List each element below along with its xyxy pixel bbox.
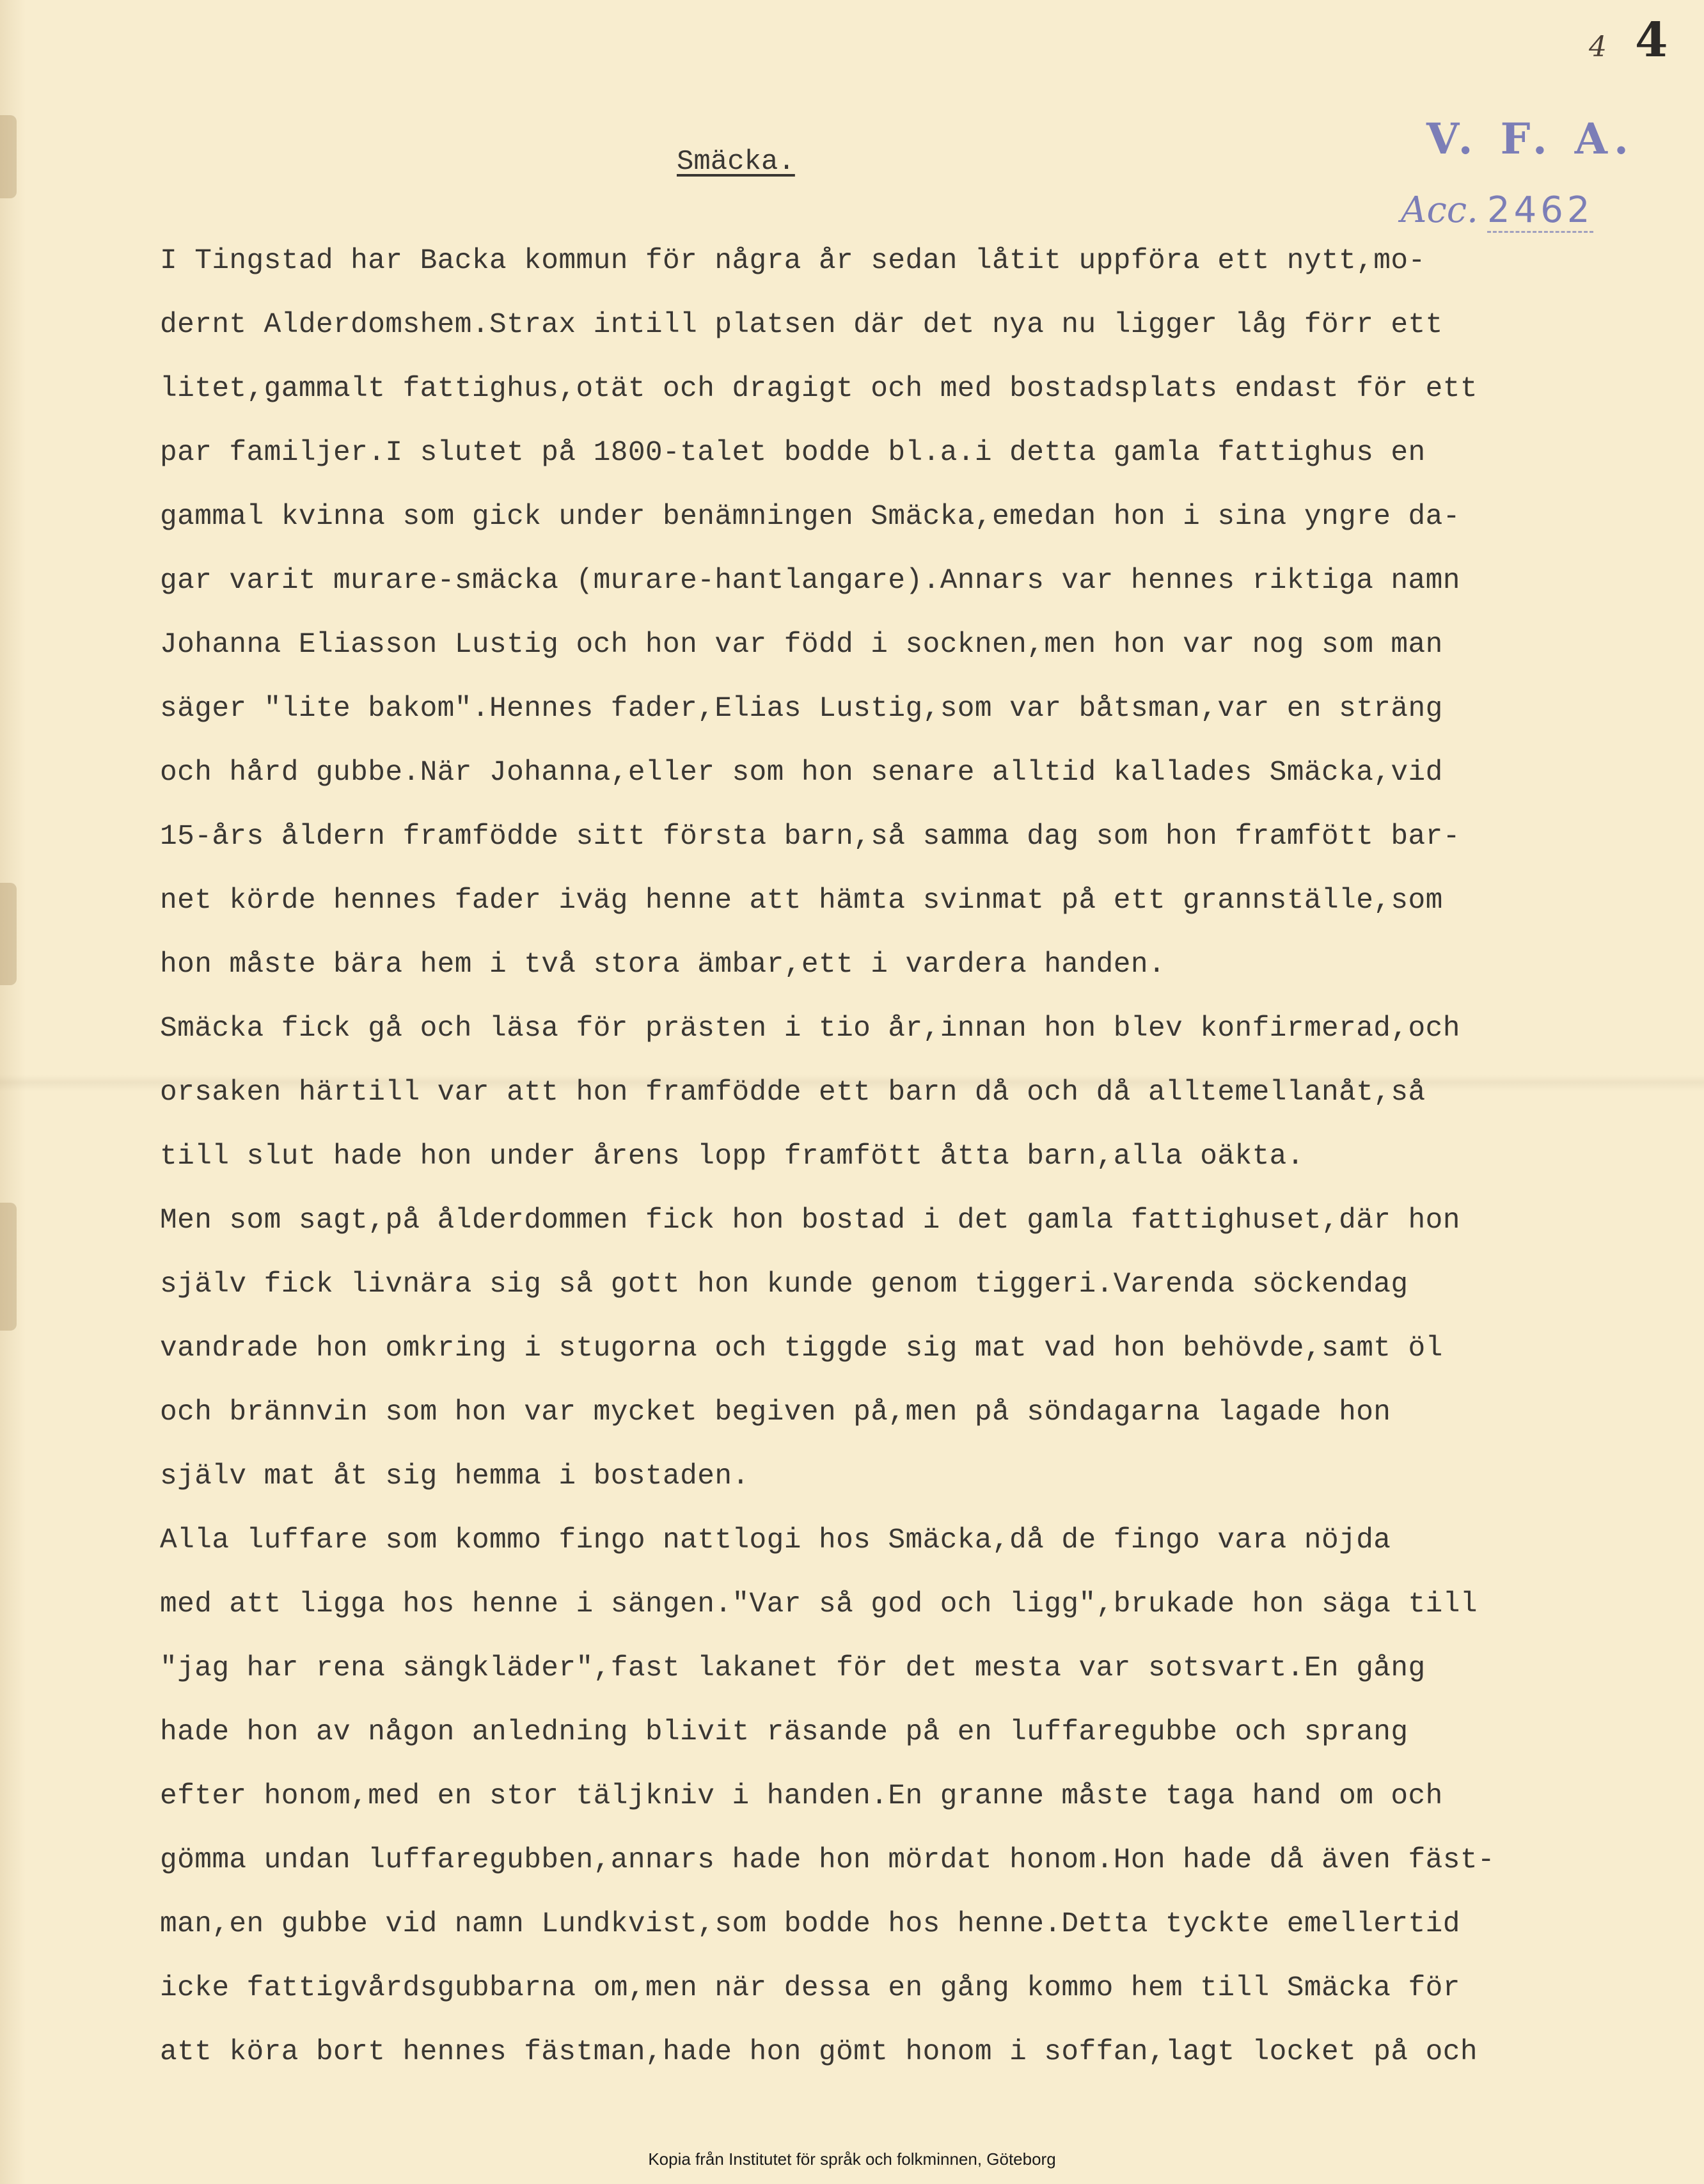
page-number: 4 [1635,13,1668,68]
text-line: själv fick livnära sig så gott hon kunde genom tiggeri.Varenda söckendag [160,1269,1408,1301]
text-line: vandrade hon omkring i stugorna och tiggde sig mat vad hon behövde,samt öl [160,1333,1443,1365]
edge-stain-lower [0,1203,17,1331]
text-line: och hård gubbe.När Johanna,eller som hon senare alltid kallades Smäcka,vid [160,757,1443,789]
text-line: gömma undan luffaregubben,annars hade hon mördat honom.Hon hade då även fäst- [160,1844,1495,1876]
text-line: I Tingstad har Backa kommun för några år sedan låtit uppföra ett nytt,mo- [160,245,1426,277]
text-line: net körde hennes fader iväg henne att hämta svinmat på ett grannställe,som [160,885,1443,917]
text-line: hon måste bära hem i två stora ämbar,ett i vardera handen. [160,949,1166,981]
text-line: man,en gubbe vid namn Lundkvist,som bodde hos henne.Detta tyckte emellertid [160,1908,1460,1940]
text-line: dernt Alderdomshem.Strax intill platsen där det nya nu ligger låg förr ett [160,309,1443,341]
text-line: hade hon av någon anledning blivit räsande på en luffaregubbe och sprang [160,1716,1408,1748]
text-line: att köra bort hennes fästman,hade hon gömt honom i soffan,lagt locket på och [160,2036,1478,2068]
archive-stamp-initials: V. F. A. [1426,114,1635,164]
handwritten-page-number: 4 [1589,31,1607,63]
text-line: gammal kvinna som gick under benämningen Smäcka,emedan hon i sina yngre da- [160,501,1460,533]
text-line: säger "lite bakom".Hennes fader,Elias Lustig,som var båtsman,var en sträng [160,693,1443,725]
typed-text-body [160,242,1625,2097]
text-line: Men som sagt,på ålderdommen fick hon bostad i det gamla fattighuset,där hon [160,1205,1460,1237]
text-line: icke fattigvårdsgubbarna om,men när dessa en gång kommo hem till Smäcka för [160,1972,1460,2004]
edge-stain-middle [0,883,17,985]
archive-footer-note: Kopia från Institutet för språk och folkminnen, Göteborg [648,2149,1056,2169]
document-title: Smäcka. [677,146,795,178]
text-line: orsaken härtill var att hon framfödde ett barn då och då alltemellanåt,så [160,1077,1426,1109]
text-line: och brännvin som hon var mycket begiven på,men på söndagarna lagade hon [160,1397,1391,1428]
accession-prefix: Acc. [1401,189,1478,231]
text-line: själv mat åt sig hemma i bostaden. [160,1460,750,1492]
archive-stamp-accession [1401,189,1593,231]
text-line: Smäcka fick gå och läsa för prästen i tio år,innan hon blev konfirmerad,och [160,1013,1460,1045]
accession-number: 2462 [1487,189,1594,233]
text-line: med att ligga hos henne i sängen."Var så god och ligg",brukade hon säga till [160,1588,1478,1620]
text-line: "jag har rena sängkläder",fast lakanet för det mesta var sotsvart.En gång [160,1652,1426,1684]
text-line: par familjer.I slutet på 1800-talet bodde bl.a.i detta gamla fattighus en [160,437,1426,469]
text-line: gar varit murare-smäcka (murare-hantlangare).Annars var hennes riktiga namn [160,565,1460,597]
text-line: 15-års åldern framfödde sitt första barn,så samma dag som hon framfött bar- [160,821,1460,853]
text-line: Alla luffare som kommo fingo nattlogi hos Smäcka,då de fingo vara nöjda [160,1524,1391,1556]
text-line: efter honom,med en stor täljkniv i handen.En granne måste taga hand om och [160,1780,1443,1812]
text-line: till slut hade hon under årens lopp framfött åtta barn,alla oäkta. [160,1141,1304,1173]
text-line: Johanna Eliasson Lustig och hon var född i socknen,men hon var nog som man [160,629,1443,661]
edge-stain-top [0,115,17,198]
text-line: litet,gammalt fattighus,otät och dragigt och med bostadsplats endast för ett [160,373,1478,405]
